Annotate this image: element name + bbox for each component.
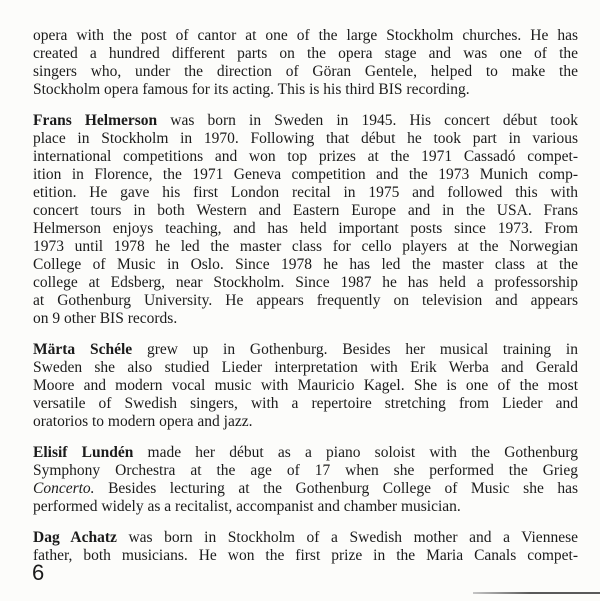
person-name: Frans Helmerson bbox=[33, 112, 158, 129]
text-line bbox=[33, 220, 578, 238]
body-text: opera with the post of cantor at one of the large Stockholm churches. He has bbox=[33, 27, 578, 44]
work-title: Concerto. bbox=[33, 480, 95, 497]
body-text: Stockholm opera famous for its acting. This is his third BIS recording. bbox=[33, 81, 470, 98]
body-text: versatile of Swedish singers, with a repertoire stretching from Lieder and bbox=[33, 395, 578, 412]
text-line bbox=[33, 130, 578, 148]
text-line bbox=[33, 81, 578, 99]
page-number: 6 bbox=[32, 560, 45, 585]
scan-edge-artifact-line bbox=[473, 592, 600, 594]
text-line bbox=[33, 238, 578, 256]
paragraph bbox=[33, 341, 578, 431]
text-column bbox=[33, 27, 578, 565]
body-text: at Gothenburg University. He appears frequently on television and appears bbox=[33, 292, 578, 309]
text-line bbox=[33, 529, 578, 547]
body-text: College of Music in Oslo. Since 1978 he has led the master class at the bbox=[33, 256, 578, 273]
body-text: concert tours in both Western and Eastern Europe and in the USA. Frans bbox=[33, 202, 578, 219]
text-line bbox=[33, 63, 578, 81]
body-text: on 9 other BIS records. bbox=[33, 310, 178, 327]
paragraph bbox=[33, 529, 578, 565]
text-line bbox=[33, 480, 578, 498]
body-text: singers who, under the direction of Göran Gentele, helped to make the bbox=[33, 63, 578, 80]
text-line bbox=[33, 112, 578, 130]
text-line bbox=[33, 45, 578, 63]
body-text: Moore and modern vocal music with Mauricio Kagel. She is one of the most bbox=[33, 377, 578, 394]
body-text: place in Stockholm in 1970. Following that début he took part in various bbox=[33, 130, 578, 147]
person-name: Dag Achatz bbox=[33, 529, 117, 546]
text-line bbox=[33, 310, 578, 328]
text-line bbox=[33, 377, 578, 395]
text-line bbox=[33, 444, 578, 462]
body-text: 1973 until 1978 he led the master class for cello players at the Norwegian bbox=[33, 238, 578, 255]
body-text: was born in Sweden in 1945. His concert début took bbox=[157, 112, 578, 129]
person-name: Elisif Lundén bbox=[33, 444, 134, 461]
text-line bbox=[33, 256, 578, 274]
text-line bbox=[33, 166, 578, 184]
text-line bbox=[33, 341, 578, 359]
body-text: ition in Florence, the 1971 Geneva competition and the 1973 Munich comp- bbox=[33, 166, 578, 183]
text-line bbox=[33, 292, 578, 310]
text-line bbox=[33, 27, 578, 45]
person-name: Märta Schéle bbox=[33, 341, 133, 358]
body-text: college at Edsberg, near Stockholm. Since 1987 he has held a professorship bbox=[33, 274, 578, 291]
paragraph bbox=[33, 112, 578, 328]
body-text: Helmerson enjoys teaching, and has held important posts since 1973. From bbox=[33, 220, 578, 237]
text-line bbox=[33, 413, 578, 431]
body-text: performed widely as a recitalist, accompanist and chamber musician. bbox=[33, 498, 461, 515]
body-text: oratorios to modern opera and jazz. bbox=[33, 413, 253, 430]
text-line bbox=[33, 202, 578, 220]
text-line bbox=[33, 498, 578, 516]
paragraph bbox=[33, 27, 578, 99]
paragraph bbox=[33, 444, 578, 516]
text-line bbox=[33, 462, 578, 480]
body-text: Symphony Orchestra at the age of 17 when she performed the Grieg bbox=[33, 462, 578, 479]
body-text: international competitions and won top prizes at the 1971 Cassadó compet- bbox=[33, 148, 578, 165]
text-line bbox=[33, 359, 578, 377]
body-text: created a hundred different parts on the opera stage and was one of the bbox=[33, 45, 578, 62]
body-text: Besides lecturing at the Gothenburg College of Music she has bbox=[94, 480, 578, 497]
body-text: was born in Stockholm of a Swedish mother and a Viennese bbox=[116, 529, 578, 546]
text-line bbox=[33, 395, 578, 413]
body-text: Sweden she also studied Lieder interpretation with Erik Werba and Gerald bbox=[33, 359, 578, 376]
text-line bbox=[33, 148, 578, 166]
body-text: grew up in Gothenburg. Besides her musical training in bbox=[132, 341, 578, 358]
body-text: father, both musicians. He won the first prize in the Maria Canals compet- bbox=[33, 547, 578, 564]
body-text: etition. He gave his first London recital in 1975 and followed this with bbox=[33, 184, 578, 201]
text-line bbox=[33, 184, 578, 202]
body-text: made her début as a piano soloist with the Gothenburg bbox=[133, 444, 578, 461]
text-line bbox=[33, 547, 578, 565]
text-line bbox=[33, 274, 578, 292]
